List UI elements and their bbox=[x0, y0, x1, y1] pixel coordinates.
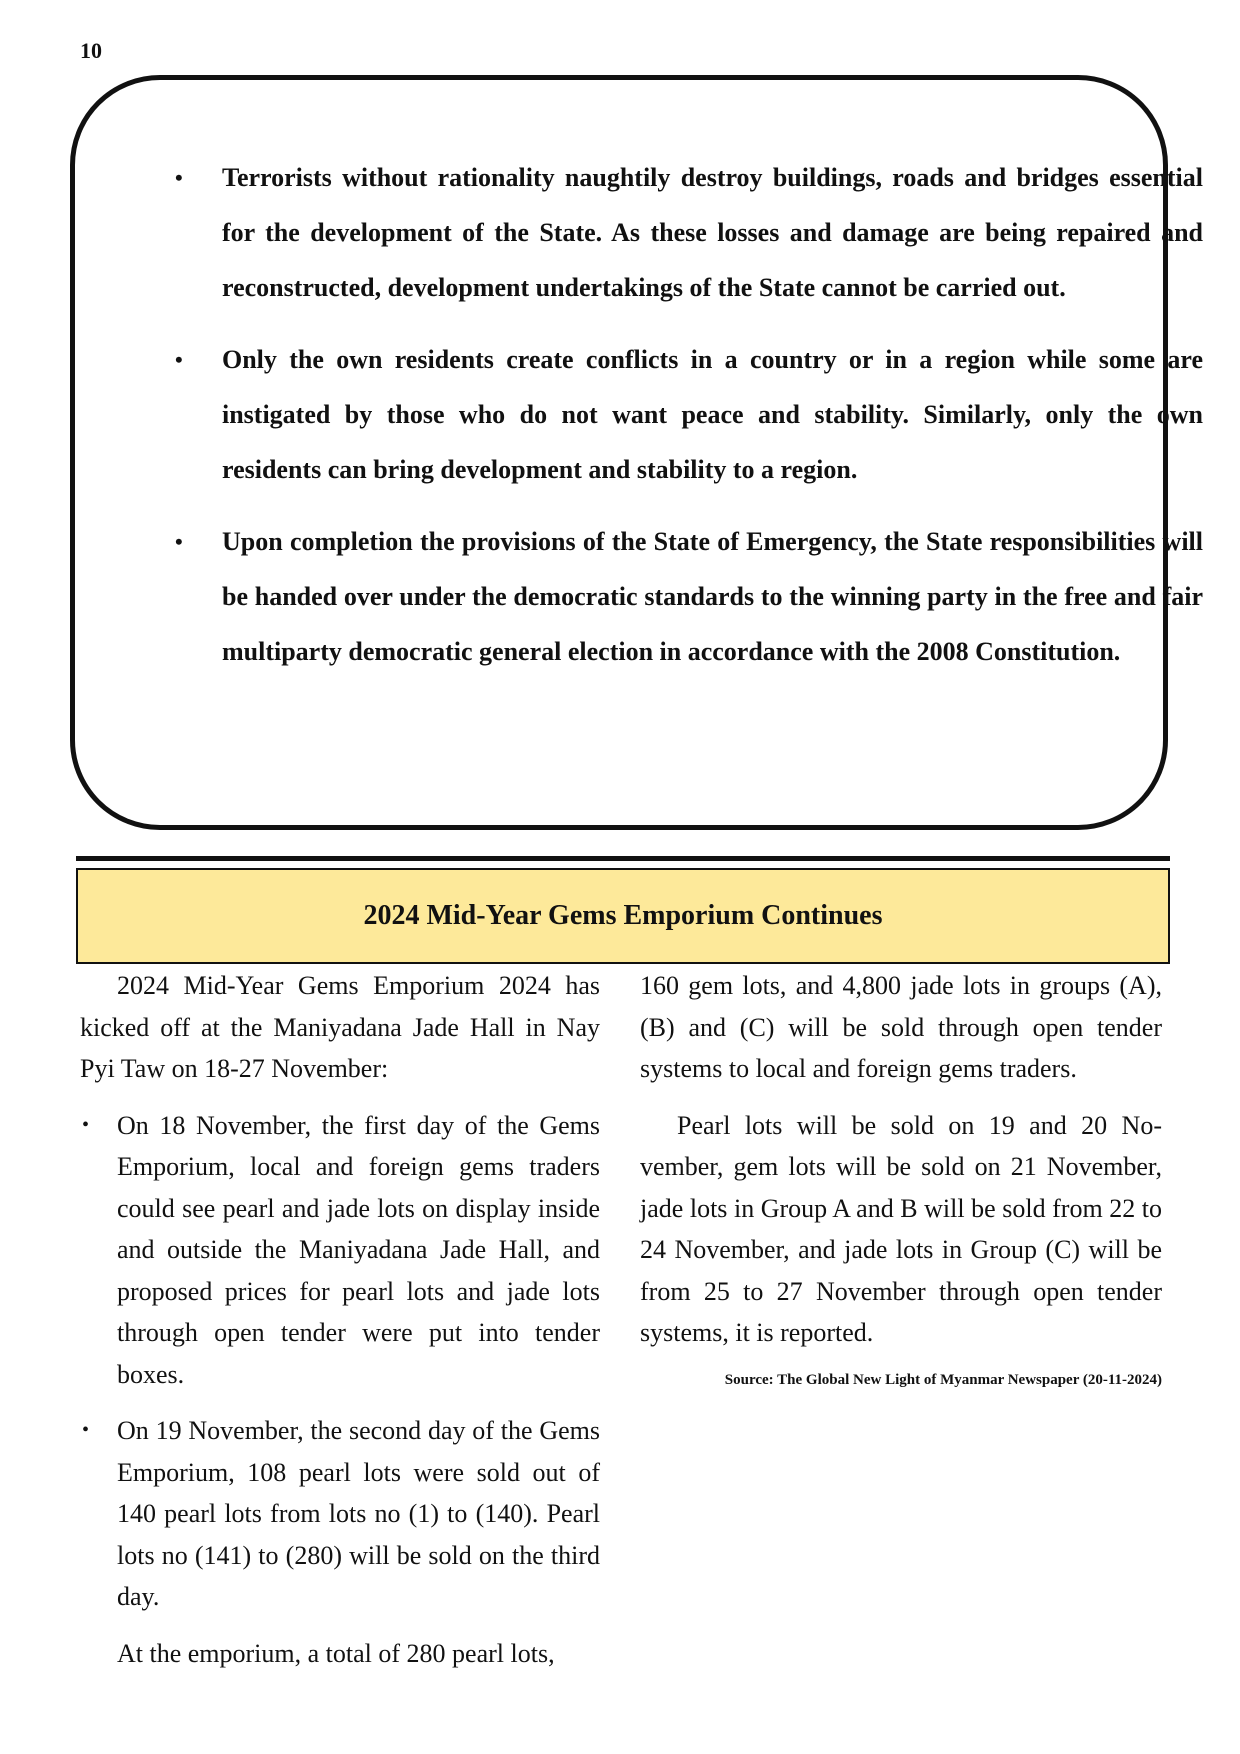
callout-item bbox=[145, 514, 1203, 679]
headline-banner bbox=[76, 868, 1170, 964]
article-bullet-list bbox=[80, 1105, 600, 1618]
bullet-icon: • bbox=[175, 347, 183, 372]
article-paragraph-continued: 160 gem lots, and 4,800 jade lots in groups (A), (B) and (C) will be sold through open tender systems to local and foreign gems traders. bbox=[640, 971, 1162, 1083]
list-item bbox=[80, 1410, 600, 1618]
article-headline: 2024 Mid-Year Gems Emporium Continues bbox=[363, 900, 883, 931]
source-citation: Source: The Global New Light of Myanmar Newspaper (20-11-2024) bbox=[724, 1371, 1162, 1388]
callout-box bbox=[70, 75, 1203, 830]
bullet-icon: • bbox=[175, 165, 183, 190]
bullet-icon: • bbox=[82, 1419, 90, 1441]
callout-item-text: Upon completion the provisions of the State of Emergency, the State responsibilities will be handed over under the democratic standards to the winning party in the free and fair multiparty democratic general election in accordance with the 2008 Constitution. bbox=[222, 527, 1203, 666]
callout-item-text: Terrorists without rationality naughtily destroy buildings, roads and bridges essential for the development of the State. As these losses and damage are being repaired and reconstructed, development undertakings of the State cannot be carried out. bbox=[222, 163, 1203, 302]
list-item-text: On 18 November, the first day of the Gems Emporium, local and foreign gems traders could see pearl and jade lots on display inside and outside the Maniyadana Jade Hall, and proposed prices for pearl lots and jade lots through open tender were put into tender boxes. bbox=[117, 1110, 600, 1389]
article-paragraph: At the emporium, a total of 280 pearl lots, bbox=[117, 1638, 555, 1668]
article-column-left bbox=[80, 965, 600, 1689]
list-item bbox=[80, 1105, 600, 1396]
article-column-right bbox=[640, 965, 1162, 1391]
bullet-icon: • bbox=[82, 1113, 90, 1136]
callout-list bbox=[145, 150, 1203, 679]
callout-item bbox=[145, 332, 1203, 497]
article-intro: 2024 Mid-Year Gems Emporium 2024 has kicked off at the Maniyadana Jade Hall in Nay Pyi Taw on 18-27 November: bbox=[80, 971, 600, 1083]
article-paragraph: Pearl lots will be sold on 19 and 20 November, gem lots will be sold on 21 November, jade lots in Group A and B will be sold from 22 to 24 November, and jade lots in Group (C) will be from 25 to 27 November through open tender systems, it is reported. bbox=[640, 1110, 1162, 1347]
callout-item-text: Only the own residents create conflicts in a country or in a region while some are instigated by those who do not want peace and stability. Similarly, only the own residents can bring development and stability to a region. bbox=[222, 345, 1203, 484]
list-item-text: On 19 November, the second day of the Gems Emporium, 108 pearl lots were sold out of 140 pearl lots from lots no (1) to (140). Pearl lots no (141) to (280) will be sold on the third day. bbox=[117, 1416, 600, 1611]
section-divider bbox=[76, 856, 1170, 861]
callout-item bbox=[145, 150, 1203, 315]
page-number: 10 bbox=[80, 38, 102, 63]
bullet-icon: • bbox=[175, 529, 183, 554]
